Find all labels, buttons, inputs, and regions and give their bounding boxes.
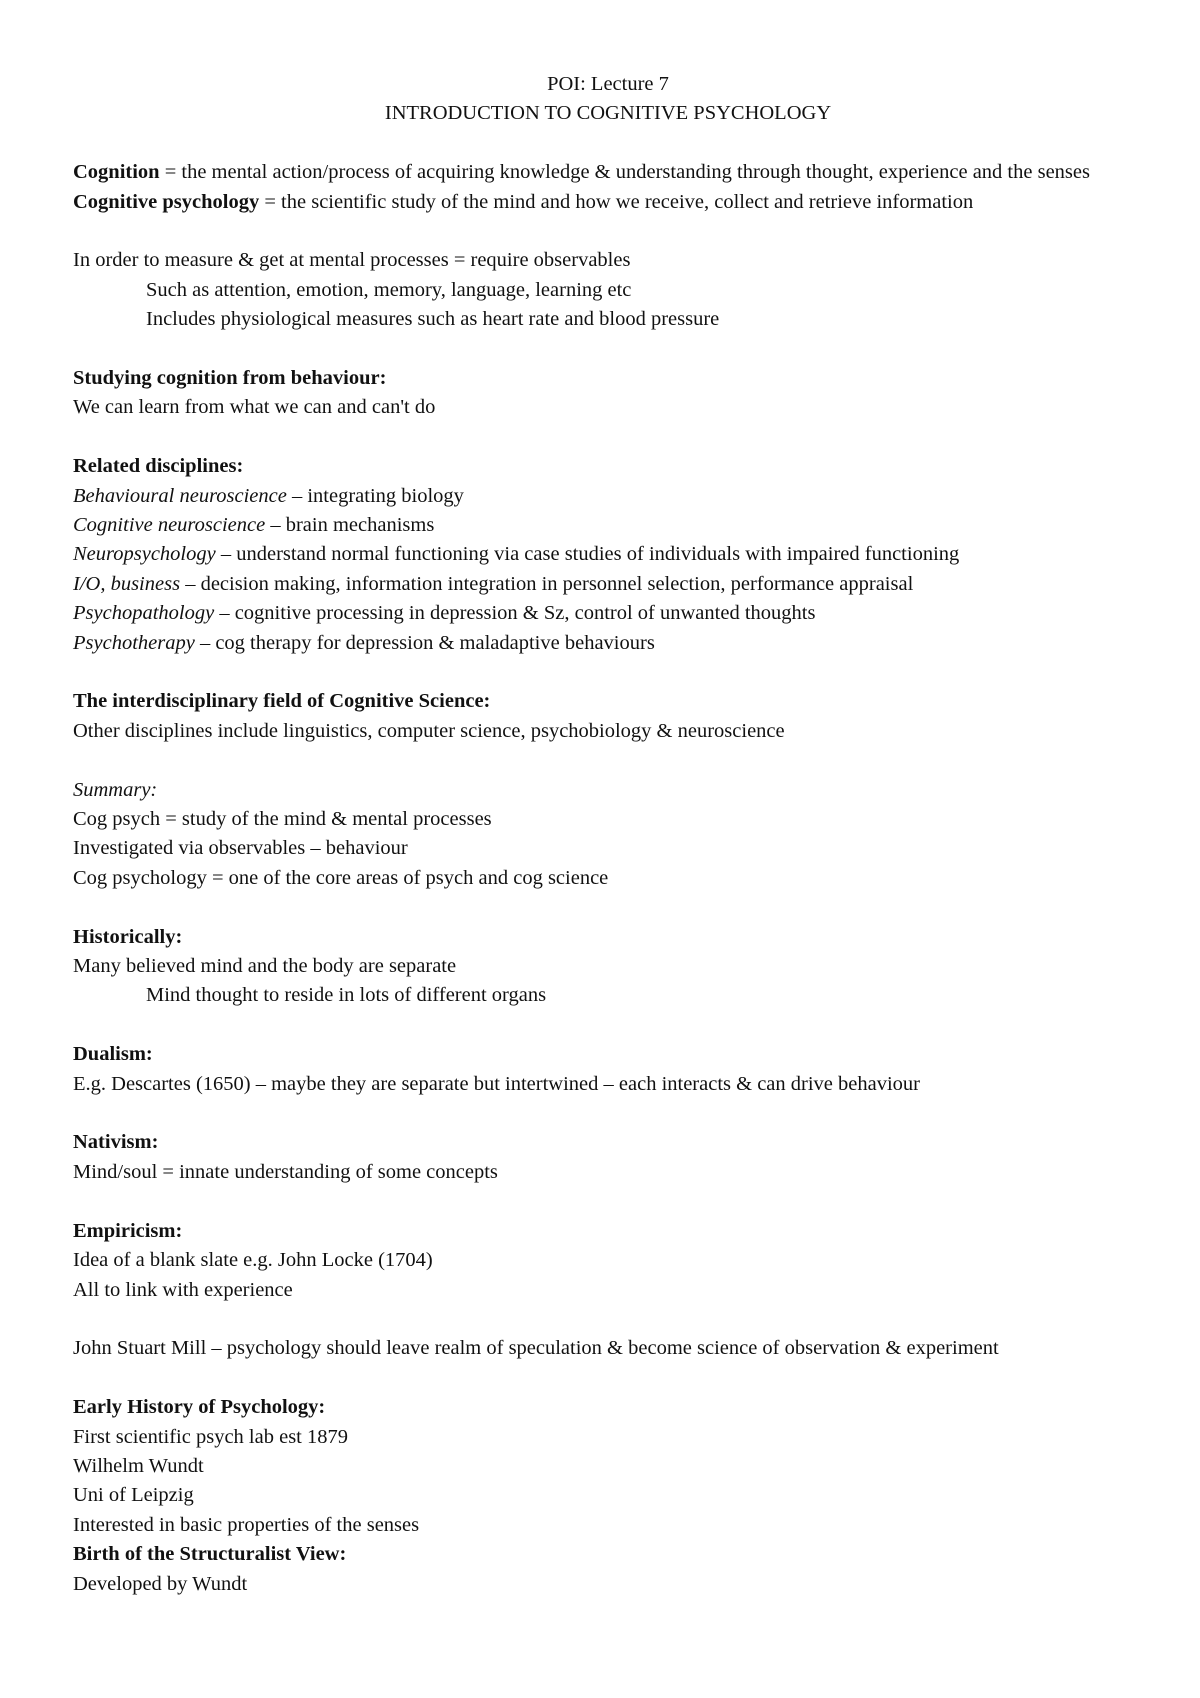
summary-line: Cog psychology = one of the core areas of psych and cog science xyxy=(73,866,609,889)
early-line: Uni of Leipzig xyxy=(73,1484,194,1507)
related-term: Behavioural neuroscience xyxy=(73,484,287,507)
summary-heading: Summary: xyxy=(73,778,158,801)
summary-line: Cog psych = study of the mind & mental processes xyxy=(73,808,492,831)
definition-cognitive-psychology xyxy=(73,188,1143,217)
definition-term: Cognition xyxy=(73,161,160,184)
section-heading-dualism: Dualism: xyxy=(73,1043,153,1066)
summary-line: Investigated via observables – behaviour xyxy=(73,837,408,860)
section-heading-related: Related disciplines: xyxy=(73,455,244,478)
nativism-text: Mind/soul = innate understanding of some concepts xyxy=(73,1160,498,1183)
section-heading-cogsci: The interdisciplinary field of Cognitive Science: xyxy=(73,690,491,713)
empiricism-line: Idea of a blank slate e.g. John Locke (1704) xyxy=(73,1249,433,1272)
course-header: POI: Lecture 7 xyxy=(547,73,669,95)
related-item xyxy=(73,570,1143,599)
related-term: Neuropsychology xyxy=(73,543,216,566)
related-item xyxy=(73,599,1143,628)
historically-text: Many believed mind and the body are separate xyxy=(73,955,457,978)
behaviour-text: We can learn from what we can and can't do xyxy=(73,396,436,419)
related-text: – cog therapy for depression & maladaptive behaviours xyxy=(194,631,655,654)
definition-text: = the scientific study of the mind and how we receive, collect and retrieve information xyxy=(259,190,974,213)
related-item xyxy=(73,629,1143,658)
related-term: Psychotherapy xyxy=(73,631,195,654)
definition-term: Cognitive psychology xyxy=(73,190,260,213)
related-term: I/O, business xyxy=(73,572,181,595)
section-heading-behaviour: Studying cognition from behaviour: xyxy=(73,367,387,390)
related-text: – decision making, information integration in personnel selection, performance appraisal xyxy=(180,572,914,595)
related-item xyxy=(73,540,1143,569)
page-title: INTRODUCTION TO COGNITIVE PSYCHOLOGY xyxy=(384,102,832,125)
related-term: Psychopathology xyxy=(73,602,215,625)
dualism-text: E.g. Descartes (1650) – maybe they are separate but intertwined – each interacts & can drive behaviour xyxy=(73,1072,920,1095)
measure-main: In order to measure & get at mental processes = require observables xyxy=(73,249,631,272)
definition-text: = the mental action/process of acquiring knowledge & understanding through thought, experience and the senses xyxy=(159,161,1090,184)
related-text: – integrating biology xyxy=(286,484,464,507)
section-heading-structuralist: Birth of the Structuralist View: xyxy=(73,1543,347,1566)
section-heading-historically: Historically: xyxy=(73,925,183,948)
historically-indent: Mind thought to reside in lots of different organs xyxy=(146,984,547,1007)
related-text: – understand normal functioning via case studies of individuals with impaired functioning xyxy=(215,543,960,566)
measure-item: Includes physiological measures such as heart rate and blood pressure xyxy=(146,308,720,331)
section-heading-empiricism: Empiricism: xyxy=(73,1219,183,1242)
definition-cognition xyxy=(73,158,1123,187)
mill-text: John Stuart Mill – psychology should leave realm of speculation & become science of observation & experiment xyxy=(73,1337,999,1360)
early-line: First scientific psych lab est 1879 xyxy=(73,1425,348,1448)
related-text: – brain mechanisms xyxy=(265,514,435,537)
section-heading-early-history: Early History of Psychology: xyxy=(73,1396,326,1419)
structuralist-text: Developed by Wundt xyxy=(73,1572,248,1595)
document-page xyxy=(73,70,1143,1599)
related-item xyxy=(73,482,1143,511)
empiricism-line: All to link with experience xyxy=(73,1278,293,1301)
section-heading-nativism: Nativism: xyxy=(73,1131,159,1154)
related-term: Cognitive neuroscience xyxy=(73,514,266,537)
cogsci-text: Other disciplines include linguistics, computer science, psychobiology & neuroscience xyxy=(73,719,785,742)
measure-item: Such as attention, emotion, memory, language, learning etc xyxy=(146,278,632,301)
related-item xyxy=(73,511,1143,540)
related-text: – cognitive processing in depression & Sz, control of unwanted thoughts xyxy=(214,602,816,625)
early-line: Interested in basic properties of the senses xyxy=(73,1513,420,1536)
early-line: Wilhelm Wundt xyxy=(73,1454,204,1477)
